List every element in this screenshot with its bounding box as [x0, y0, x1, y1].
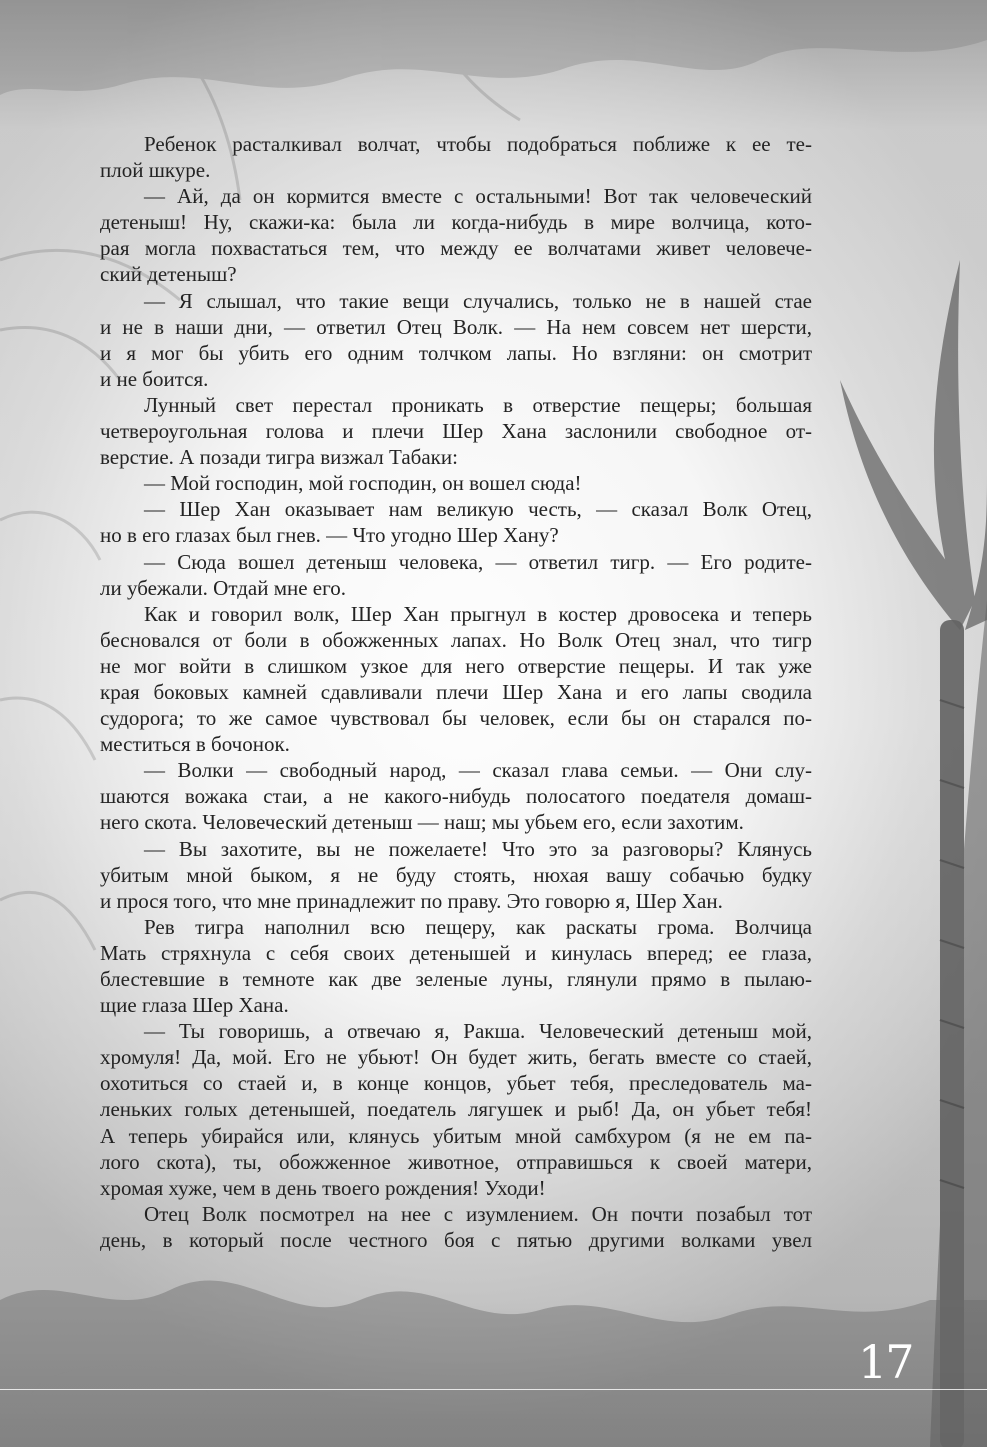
text-line: щие глаза Шер Хана.: [100, 993, 289, 1018]
text-line: Мать стряхнула с себя своих детенышей и кинулась вперед; ее глаза,: [100, 940, 812, 965]
text-line: леньких голых детенышей, поедатель лягушек и рыб! Да, он убьет тебя!: [100, 1097, 812, 1122]
text-line: верстие. А позади тигра визжал Табаки:: [100, 445, 458, 470]
text-line: Ребенок расталкивал волчат, чтобы подобраться поближе к ее те-: [144, 132, 812, 156]
text-line: — Вы захотите, вы не пожелаете! Что это за разговоры? Клянусь: [144, 836, 812, 861]
text-line: него скота. Человеческий детеныш — наш; мы убьем его, если захотим.: [100, 810, 744, 835]
text-line: лого скота), ты, обожженное животное, отправишься к своей матери,: [100, 1149, 812, 1174]
text-line: день, в который после честного боя с пятью другими волками увел: [100, 1227, 812, 1252]
text-line: А теперь убирайся или, клянусь убитым мной самбхуром (я не ем па-: [100, 1123, 812, 1148]
text-line: бесновался от боли в обожженных лапах. Но Волк Отец знал, что тигр: [100, 627, 812, 652]
text-line: но в его глазах был гнев. — Что угодно Шер Хану?: [100, 523, 559, 548]
text-line: убитым мной быком, я не буду стоять, нюхая вашу собачью будку: [100, 862, 812, 887]
text-line: шаются вожака стаи, а не какого-нибудь полосатого поедателя домаш-: [100, 784, 812, 809]
text-line: блестевшие в темноте как две зеленые луны, глянули прямо в пылаю-: [100, 967, 812, 991]
text-line: меститься в бочонок.: [100, 732, 290, 757]
text-line: — Мой господин, мой господин, он вошел сюда!: [144, 471, 582, 496]
text-line: — Я слышал, что такие вещи случались, только не в нашей стае: [144, 288, 812, 313]
text-line: не мог войти в слишком узкое для него отверстие пещеры. И так уже: [100, 653, 812, 678]
text-line: хромая хуже, чем в день твоего рождения! Уходи!: [100, 1175, 546, 1200]
bottom-foliage-icon: [0, 1280, 987, 1447]
text-line: — Сюда вошел детеныш человека, — ответил тигр. — Его родите-: [144, 549, 812, 574]
page-number: 17: [858, 1335, 913, 1389]
text-line: края боковых камней сдавливали плечи Шер Хана и его лапы сводила: [100, 679, 812, 704]
text-line: Отец Волк посмотрел на нее с изумлением. Он почти позабыл тот: [144, 1201, 812, 1226]
text-line: и не боится.: [100, 366, 209, 391]
text-line: Как и говорил волк, Шер Хан прыгнул в костер дровосека и теперь: [144, 601, 812, 626]
text-line: судорога; то же самое чувствовал бы человек, если бы он старался по-: [100, 706, 812, 731]
text-line: — Ай, да он кормится вместе с остальными! Вот так человеческий: [144, 184, 812, 209]
text-line: ский детеныш?: [100, 262, 237, 287]
text-line: и не в наши дни, — ответил Отец Волк. — На нем совсем нет шерсти,: [100, 314, 812, 339]
text-line: ли убежали. Отдай мне его.: [100, 575, 346, 600]
main-text: [100, 131, 812, 1253]
text-line: рая могла похвастаться тем, что между ее волчатами живет человече-: [100, 236, 812, 261]
text-line: Лунный свет перестал проникать в отверстие пещеры; большая: [144, 392, 812, 417]
text-line: плой шкуре.: [100, 158, 211, 183]
text-line: Рев тигра наполнил всю пещеру, как раскаты грома. Волчица: [144, 914, 812, 939]
footer-divider: [0, 1389, 987, 1390]
text-line: хромуля! Да, мой. Его не убьют! Он будет жить, бегать вместе со стаей,: [100, 1045, 812, 1070]
text-line: и я мог бы убить его одним толчком лапы. Но взгляни: он смотрит: [100, 340, 812, 365]
right-palm-tree-icon: [840, 260, 987, 1447]
text-line: и прося того, что мне принадлежит по праву. Это говорю я, Шер Хан.: [100, 888, 723, 913]
text-line: охотиться со стаей и, в конце концов, убьет тебя, преследователь ма-: [100, 1071, 812, 1096]
text-line: четвероугольная голова и плечи Шер Хана заслонили свободное от-: [100, 419, 812, 444]
text-line: — Шер Хан оказывает нам великую честь, — сказал Волк Отец,: [144, 497, 812, 522]
text-line: детеныш! Ну, скажи-ка: была ли когда-нибудь в мире волчица, кото-: [100, 210, 812, 235]
text-line: — Ты говоришь, а отвечаю я, Ракша. Человеческий детеныш мой,: [144, 1019, 812, 1044]
text-line: — Волки — свободный народ, — сказал глава семьи. — Они слу-: [144, 758, 812, 783]
